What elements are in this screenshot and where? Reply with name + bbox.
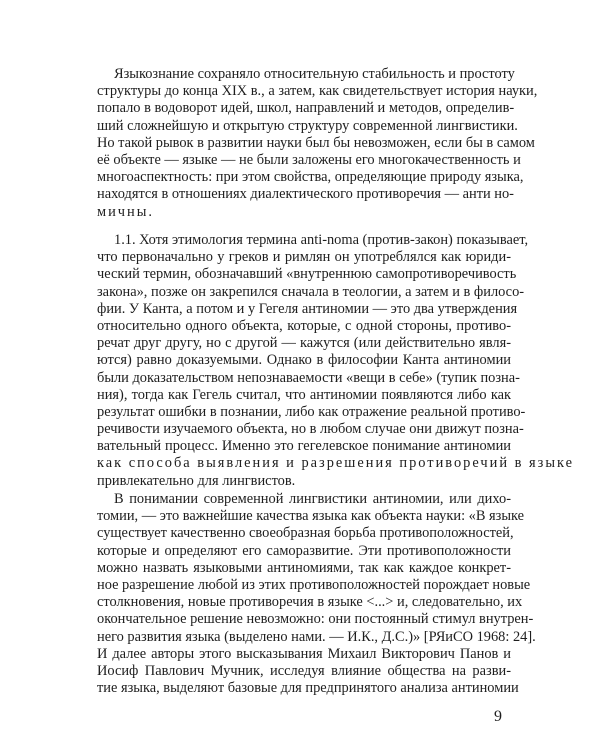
- text-line: окончательное решение невозможно: они постоянный стимул внутрен-: [97, 611, 534, 628]
- text-line: ческий термин, обозначавший «внутреннюю самопротиворечивость: [97, 266, 517, 283]
- text-line: как способа выявления и разрешения противоречий в языке: [97, 455, 575, 472]
- text-line: относительно одного объекта, которые, с одной стороны, противо-: [97, 317, 511, 334]
- text-line: результат ошибки в познании, либо как отражение реальной противо-: [97, 403, 526, 420]
- text-line: Иосиф Павлович Мучник, исследуя влияние общества на разви-: [97, 662, 511, 679]
- text-line: были доказательством непознаваемости «вещи в себе» (тупик позна-: [97, 369, 520, 386]
- text-line: привлекательно для лингвистов.: [97, 472, 296, 489]
- text-line: вательный процесс. Именно это гегелевское понимание антиномии: [97, 438, 511, 455]
- text-line: томии, — это важнейшие качества языка как объекта науки: «В языке: [97, 508, 525, 525]
- text-line: ший сложнейшую и открытую структуру современной лингвистики.: [97, 117, 518, 134]
- text-line: В понимании современной лингвистики антиномии, или дихо-: [114, 491, 511, 507]
- text-line: И далее авторы этого высказывания Михаил Викторович Панов и: [97, 645, 511, 662]
- text-line: что первоначально у греков и римлян он употреблялся как юриди-: [97, 249, 511, 266]
- text-line: ния), тогда как Гегель считал, что антиномии появляются либо как: [97, 386, 511, 403]
- text-line: Но такой рывок в развитии науки был бы невозможен, если бы в самом: [97, 134, 535, 151]
- text-line: существует качественно своеобразная борьба противоположностей,: [97, 525, 514, 542]
- text-line: мичны.: [97, 203, 155, 220]
- text-line: ются) равно доказуемыми. Однако в философии Канта антиномии: [97, 352, 511, 369]
- text-line: ное разрешение любой из этих противоположностей порождает новые: [97, 576, 531, 593]
- text-line: тие языка, выделяют базовые для предпринятого анализа антиномии: [97, 680, 519, 697]
- paragraph-3: [97, 491, 536, 697]
- text-line: Языкознание сохраняло относительную стабильность и простоту: [114, 66, 515, 82]
- text-line: многоаспектность: при этом свойства, определяющие природу языка,: [97, 169, 524, 186]
- text-line: речат друг другу, но с другой — кажутся (или действительно явля-: [97, 335, 511, 352]
- text-line: которые и определяют его саморазвитие. Эти противоположности: [97, 542, 511, 559]
- text-line: закона», позже он закрепился сначала в теологии, а затем и в филосо-: [97, 283, 525, 300]
- text-line: речивости изучаемого объекта, но в любом случае они движут познa-: [97, 421, 524, 438]
- text-line: попало в водоворот идей, школ, направлений и методов, определив-: [97, 100, 515, 117]
- paragraph-1: [97, 66, 538, 221]
- text-line: него развития языка (выделено нами. — И.К., Д.С.)» [РЯиСО 1968: 24].: [97, 628, 536, 645]
- text-line: её объекте — языке — не были заложены его многокачественность и: [97, 151, 521, 168]
- text-line: столкновения, новые противоречия в языке <...> и, следовательно, их: [97, 594, 523, 611]
- paragraph-2: [97, 232, 575, 490]
- text-line: можно назвать языковыми антиномиями, так как каждое конкрет-: [97, 559, 511, 576]
- page-number: 9: [494, 708, 502, 725]
- text-line: фии. У Канта, а потом и у Гегеля антиномии — это два утверждения: [97, 300, 518, 317]
- text-line: 1.1. Хотя этимология термина anti-noma (против-закон) показывает,: [114, 232, 529, 248]
- text-line: структуры до конца XIX в., а затем, как свидетельствует история науки,: [97, 83, 538, 100]
- text-line: находятся в отношениях диалектического противоречия — анти но-: [97, 186, 514, 203]
